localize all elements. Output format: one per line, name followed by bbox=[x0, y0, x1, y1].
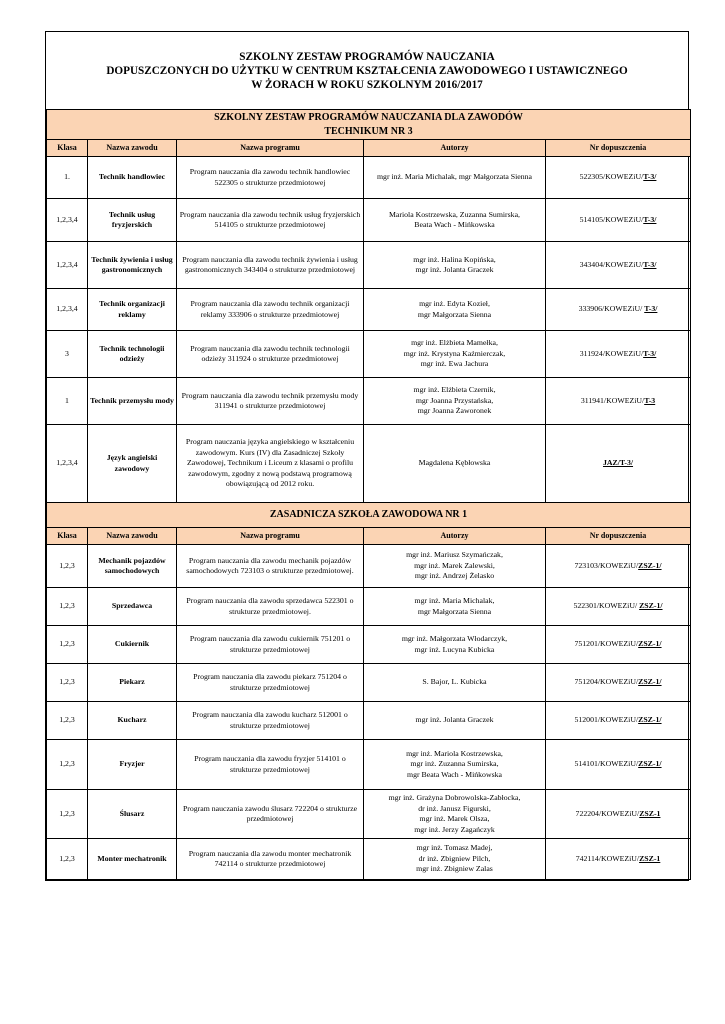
author-line: mgr inż. Elżbieta Mamełka, bbox=[411, 338, 498, 348]
table-row bbox=[47, 242, 691, 289]
nr-prefix: 723103/KOWEZiU/ bbox=[574, 560, 639, 570]
nr-link[interactable]: ZSZ-1/ bbox=[638, 677, 662, 687]
author-line: mgr Małgorzata Sienna bbox=[417, 606, 492, 616]
nr-link[interactable]: JAZ/T-3/ bbox=[602, 458, 634, 468]
col-autorzy: Autorzy bbox=[364, 528, 546, 545]
author-line: Beata Wach - Mińkowska bbox=[414, 220, 495, 229]
programs-table bbox=[46, 109, 691, 880]
col-nr: Nr dopuszczenia bbox=[546, 528, 691, 545]
document-title bbox=[46, 32, 688, 109]
cell-zawod: Sprzedawca bbox=[88, 588, 177, 626]
nr-prefix: 343404/KOWEZiU/ bbox=[579, 259, 644, 269]
author-line: mgr inż. Maria Michalak, bbox=[414, 596, 495, 605]
cell-nr-dopuszczenia bbox=[546, 378, 691, 425]
cell-autorzy bbox=[364, 545, 546, 588]
author-line: mgr inż. Zbigniew Zalas bbox=[416, 864, 493, 874]
table-row bbox=[47, 331, 691, 378]
nr-link[interactable]: ZSZ-1 bbox=[639, 808, 661, 818]
author-line: mgr inż. Maria Michalak, mgr Małgorzata Sienna bbox=[376, 172, 533, 182]
cell-program: Program nauczania dla zawodu technik usług fryzjerskich 514105 o strukturze przedmiotowej bbox=[177, 199, 364, 242]
table-row bbox=[47, 378, 691, 425]
cell-program: Program nauczania dla zawodu technik żywienia i usług gastronomicznych 343404 o strukturze przedmiotowej bbox=[177, 242, 364, 289]
table-row bbox=[47, 839, 691, 880]
cell-program: Program nauczania dla zawodu technik technologii odzieży 311924 o strukturze przedmiotowej bbox=[177, 331, 364, 378]
nr-link[interactable]: ZSZ-1/ bbox=[638, 759, 662, 769]
title-line-3: W ŻORACH W ROKU SZKOLNYM 2016/2017 bbox=[251, 78, 483, 91]
cell-program: Program nauczania dla zawodu technik organizacji reklamy 333906 o strukturze przedmiotowej bbox=[177, 289, 364, 331]
table-row bbox=[47, 664, 691, 702]
cell-klasa: 1,2,3 bbox=[47, 626, 88, 664]
cell-zawod: Mechanik pojazdów samochodowych bbox=[88, 545, 177, 588]
nr-link[interactable]: T-3/ bbox=[643, 259, 657, 269]
nr-prefix: 311924/KOWEZiU/ bbox=[579, 348, 644, 358]
cell-program: Program nauczania dla zawodu monter mechatronik 742114 o strukturze przedmiotowej bbox=[177, 839, 364, 880]
cell-klasa: 3 bbox=[47, 331, 88, 378]
cell-nr-dopuszczenia bbox=[546, 289, 691, 331]
cell-klasa: 1,2,3 bbox=[47, 740, 88, 790]
cell-zawod: Kucharz bbox=[88, 702, 177, 740]
cell-nr-dopuszczenia bbox=[546, 664, 691, 702]
author-line: mgr inż. Małgorzata Włodarczyk, bbox=[401, 634, 508, 643]
cell-nr-dopuszczenia bbox=[546, 157, 691, 199]
cell-klasa: 1,2,3,4 bbox=[47, 289, 88, 331]
nr-link[interactable]: T-3/ bbox=[643, 214, 657, 224]
author-line: mgr inż. Krystyna Kaźmierczak, bbox=[403, 348, 506, 358]
col-zawod: Nazwa zawodu bbox=[88, 528, 177, 545]
cell-program: Program nauczania dla zawodu sprzedawca 522301 o strukturze przedmiotowej. bbox=[177, 588, 364, 626]
cell-program: Program nauczania dla zawodu technik przemysłu mody 311941 o strukturze przedmiotowej bbox=[177, 378, 364, 425]
cell-nr-dopuszczenia bbox=[546, 242, 691, 289]
author-line: mgr inż. Zuzanna Sumirska, bbox=[410, 759, 499, 769]
cell-nr-dopuszczenia bbox=[546, 588, 691, 626]
cell-zawod: Piekarz bbox=[88, 664, 177, 702]
nr-link[interactable]: T-3 bbox=[644, 395, 656, 405]
table-row bbox=[47, 588, 691, 626]
cell-nr-dopuszczenia bbox=[546, 425, 691, 503]
cell-zawod: Cukiernik bbox=[88, 626, 177, 664]
author-line: mgr Joanna Przystańska, bbox=[415, 395, 494, 405]
author-line: mgr inż. Marek Olsza, bbox=[419, 814, 490, 823]
nr-link[interactable]: ZSZ-1/ bbox=[638, 560, 662, 570]
cell-program: Program nauczania dla zawodu cukiernik 751201 o strukturze przedmiotowej bbox=[177, 626, 364, 664]
col-program: Nazwa programu bbox=[177, 140, 364, 157]
section-technikum-line-1: SZKOLNY ZESTAW PROGRAMÓW NAUCZANIA DLA ZAWODÓW bbox=[214, 111, 523, 123]
cell-nr-dopuszczenia bbox=[546, 839, 691, 880]
nr-link[interactable]: T-3/ bbox=[643, 172, 657, 182]
cell-program: Program nauczania dla zawodu kucharz 512001 o strukturze przedmiotowej bbox=[177, 702, 364, 740]
cell-autorzy bbox=[364, 157, 546, 199]
table-row bbox=[47, 289, 691, 331]
cell-zawod: Technik technologii odzieży bbox=[88, 331, 177, 378]
cell-zawod: Technik handlowiec bbox=[88, 157, 177, 199]
section-zsz-title: ZASADNICZA SZKOŁA ZAWODOWA NR 1 bbox=[47, 503, 691, 528]
author-line: mgr inż. Andrzej Żelasko bbox=[414, 571, 495, 581]
col-zawod: Nazwa zawodu bbox=[88, 140, 177, 157]
table-row bbox=[47, 626, 691, 664]
col-klasa: Klasa bbox=[47, 528, 88, 545]
cell-program: Program nauczania dla zawodu mechanik pojazdów samochodowych 723103 o strukturze przedmiotowej. bbox=[177, 545, 364, 588]
nr-prefix: 751201/KOWEZiU/ bbox=[574, 639, 639, 649]
cell-autorzy bbox=[364, 242, 546, 289]
author-line: mgr inż. Edyta Kozieł, bbox=[419, 299, 490, 308]
author-line: mgr inż. Ewa Jachura bbox=[420, 359, 489, 369]
author-line: mgr inż. Halina Kopińska, bbox=[413, 254, 496, 264]
author-line: mgr inż. Jolanta Graczek bbox=[415, 265, 494, 274]
col-program: Nazwa programu bbox=[177, 528, 364, 545]
cell-autorzy bbox=[364, 378, 546, 425]
cell-program: Program nauczania dla zawodu piekarz 751204 o strukturze przedmiotowej bbox=[177, 664, 364, 702]
cell-klasa: 1,2,3 bbox=[47, 588, 88, 626]
cell-autorzy bbox=[364, 664, 546, 702]
nr-link[interactable]: ZSZ-1/ bbox=[639, 601, 663, 611]
nr-prefix: 522305/KOWEZiU/ bbox=[579, 172, 644, 182]
cell-nr-dopuszczenia bbox=[546, 199, 691, 242]
cell-autorzy bbox=[364, 425, 546, 503]
cell-autorzy bbox=[364, 702, 546, 740]
table-row bbox=[47, 545, 691, 588]
table-row bbox=[47, 702, 691, 740]
cell-klasa: 1,2,3,4 bbox=[47, 425, 88, 503]
col-nr: Nr dopuszczenia bbox=[546, 140, 691, 157]
author-line: mgr inż. Jolanta Graczek bbox=[415, 715, 494, 725]
title-line-1: SZKOLNY ZESTAW PROGRAMÓW NAUCZANIA bbox=[239, 50, 495, 63]
author-line: dr inż. Zbigniew Pilch, bbox=[418, 853, 491, 863]
cell-autorzy bbox=[364, 626, 546, 664]
cell-klasa: 1,2,3 bbox=[47, 664, 88, 702]
cell-autorzy bbox=[364, 588, 546, 626]
cell-nr-dopuszczenia bbox=[546, 790, 691, 839]
nr-link[interactable]: ZSZ-1 bbox=[639, 853, 661, 863]
cell-klasa: 1,2,3 bbox=[47, 790, 88, 839]
nr-prefix: 514101/KOWEZiU/ bbox=[574, 759, 639, 769]
nr-prefix: 512001/KOWEZiU/ bbox=[574, 715, 639, 725]
author-line: Mariola Kostrzewska, Zuzanna Sumirska, bbox=[389, 209, 520, 219]
cell-program: Program nauczania dla zawodu technik handlowiec 522305 o strukturze przedmiotowej bbox=[177, 157, 364, 199]
author-line: mgr inż. Mariusz Szymańczak, bbox=[406, 550, 503, 560]
cell-nr-dopuszczenia bbox=[546, 626, 691, 664]
cell-zawod: Technik usług fryzjerskich bbox=[88, 199, 177, 242]
column-header-row bbox=[47, 140, 691, 157]
cell-autorzy bbox=[364, 289, 546, 331]
author-line: S. Bajor, L. Kubicka bbox=[422, 677, 487, 687]
cell-klasa: 1 bbox=[47, 378, 88, 425]
cell-program: Program nauczania języka angielskiego w kształceniu zawodowym. Kurs (IV) dla Zasadniczej Szkoły Zawodowej, Technikum i Liceum z klasami o profilu zawodowym, zgodny z nową podstawą programową obowiązującą od 2012 roku. bbox=[177, 425, 364, 503]
cell-zawod: Język angielski zawodowy bbox=[88, 425, 177, 503]
nr-prefix: 514105/KOWEZiU/ bbox=[579, 214, 644, 224]
nr-prefix: 333906/KOWEZiU/ bbox=[578, 304, 645, 314]
cell-autorzy bbox=[364, 839, 546, 880]
author-line: mgr inż. Grażyna Dobrowolska-Zabłocka, bbox=[388, 793, 521, 802]
author-line: mgr Beata Wach - Mińkowska bbox=[407, 769, 502, 779]
col-autorzy: Autorzy bbox=[364, 140, 546, 157]
section-zsz-header bbox=[47, 503, 691, 528]
author-line: mgr inż. Marek Zalewski, bbox=[414, 560, 495, 570]
cell-klasa: 1,2,3,4 bbox=[47, 199, 88, 242]
section-technikum-line-2: TECHNIKUM NR 3 bbox=[324, 125, 413, 137]
nr-prefix: 522301/KOWEZiU/ bbox=[573, 601, 640, 611]
table-row bbox=[47, 199, 691, 242]
nr-link[interactable]: T-3/ bbox=[643, 348, 657, 358]
cell-klasa: 1,2,3 bbox=[47, 545, 88, 588]
cell-nr-dopuszczenia bbox=[546, 702, 691, 740]
author-line: mgr inż. Lucyna Kubicka bbox=[414, 644, 495, 654]
table-row bbox=[47, 157, 691, 199]
author-line: dr inż. Janusz Figurski, bbox=[418, 803, 491, 813]
nr-prefix: 311941/KOWEZiU/ bbox=[580, 395, 645, 405]
cell-zawod: Technik żywienia i usług gastronomicznych bbox=[88, 242, 177, 289]
cell-zawod: Technik organizacji reklamy bbox=[88, 289, 177, 331]
cell-klasa: 1,2,3 bbox=[47, 839, 88, 880]
cell-zawod: Monter mechatronik bbox=[88, 839, 177, 880]
table-row bbox=[47, 740, 691, 790]
author-line: mgr inż. Mariola Kostrzewska, bbox=[406, 748, 503, 758]
nr-prefix: 742114/KOWEZiU/ bbox=[575, 853, 640, 863]
author-line: mgr inż. Jerzy Zagańczyk bbox=[414, 824, 495, 834]
nr-prefix: 722204/KOWEZiU/ bbox=[575, 808, 640, 818]
cell-zawod: Ślusarz bbox=[88, 790, 177, 839]
author-line: mgr inż. Tomasz Madej, bbox=[416, 843, 493, 853]
cell-autorzy bbox=[364, 790, 546, 839]
cell-autorzy bbox=[364, 740, 546, 790]
table-row bbox=[47, 425, 691, 503]
cell-zawod: Fryzjer bbox=[88, 740, 177, 790]
cell-program: Program nauczania dla zawodu fryzjer 514101 o strukturze przedmiotowej bbox=[177, 740, 364, 790]
cell-autorzy bbox=[364, 331, 546, 378]
nr-link[interactable]: T-3/ bbox=[644, 304, 658, 314]
cell-autorzy bbox=[364, 199, 546, 242]
cell-zawod: Technik przemysłu mody bbox=[88, 378, 177, 425]
section-technikum-header bbox=[47, 110, 691, 140]
nr-prefix: 751204/KOWEZiU/ bbox=[574, 677, 639, 687]
cell-klasa: 1. bbox=[47, 157, 88, 199]
cell-nr-dopuszczenia bbox=[546, 331, 691, 378]
cell-program: Program nauczania zawodu ślusarz 722204 o strukturze przedmiotowej bbox=[177, 790, 364, 839]
nr-link[interactable]: ZSZ-1/ bbox=[638, 715, 662, 725]
cell-nr-dopuszczenia bbox=[546, 545, 691, 588]
author-line: mgr inż. Elżbieta Czernik, bbox=[413, 385, 496, 395]
column-header-row bbox=[47, 528, 691, 545]
title-line-2: DOPUSZCZONYCH DO UŻYTKU W CENTRUM KSZTAŁCENIA ZAWODOWEGO I USTAWICZNEGO bbox=[106, 64, 628, 77]
table-row bbox=[47, 790, 691, 839]
nr-link[interactable]: ZSZ-1/ bbox=[638, 639, 662, 649]
col-klasa: Klasa bbox=[47, 140, 88, 157]
cell-klasa: 1,2,3 bbox=[47, 702, 88, 740]
author-line: mgr Joanna Żaworonek bbox=[417, 406, 492, 416]
document-frame bbox=[45, 31, 689, 881]
cell-klasa: 1,2,3,4 bbox=[47, 242, 88, 289]
cell-nr-dopuszczenia bbox=[546, 740, 691, 790]
author-line: mgr Małgorzata Sienna bbox=[417, 309, 492, 319]
author-line: Magdalena Kębłowska bbox=[418, 458, 491, 468]
